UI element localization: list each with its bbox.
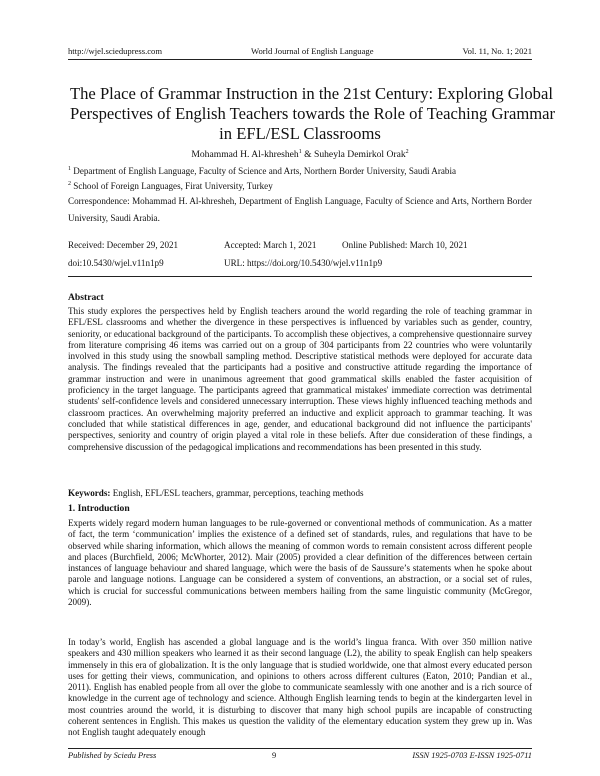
title-line: in EFL/ESL Classrooms — [219, 124, 381, 143]
publisher: Published by Sciedu Press — [68, 751, 157, 760]
accepted-date: Accepted: March 1, 2021 — [224, 240, 317, 250]
author-name: Suheyla Demirkol Orak — [314, 149, 406, 160]
title-line: The Place of Grammar Instruction in the 21st Century: Exploring Global — [70, 84, 553, 103]
author-separator: & — [301, 149, 314, 160]
keywords — [68, 488, 532, 498]
received-date: Received: December 29, 2021 — [68, 240, 179, 250]
header-divider — [68, 59, 532, 60]
paper-title — [70, 84, 556, 144]
affiliation-marker: 2 — [405, 148, 409, 155]
abstract-text: This study explores the perspectives held by English teachers around the world regarding the role of teaching grammar in EFL/ESL classrooms and whether the divergence in these perspectives is influenced by variables such as gender, country, seniority, or educational background of the participants. To accomplish these objectives, a comprehensive questionnaire survey from literature comprising 46 items was carried out on a group of 304 participants from 22 countries who were voluntarily involved in this study using the snowball sampling method. Descriptive statistical methods were deployed for accurate data analysis. The findings revealed that the participants had a positive and constructive attitude regarding the importance of grammar instruction and were in unanimous agreement that good grammatical skills enabled the faster acquisition of proficiency in the target language. The participants agreed that grammatical mistakes' immediate correction was detrimental students' self-confidence levels and considered unnecessary interruption. These views highly influenced teaching methods and classroom practices. An overwhelming majority preferred an inductive and explicit approach to grammar teaching. It was concluded that while statistical differences in age, gender, and educational background did not influence the participants' perspectives, seniority and country of origin played a vital role in these beliefs. After due consideration of these findings, a comprehensive discussion of the pedagogical implications and recommendations has been presented in this study. — [68, 306, 532, 452]
journal-url[interactable]: http://wjel.sciedupress.com — [68, 46, 163, 56]
affiliation-number: 1 — [68, 165, 71, 172]
section-divider — [68, 276, 532, 277]
abstract-heading: Abstract — [68, 292, 104, 303]
correspondence: Correspondence: Mohammad H. Al-khresheh, Department of English Language, Faculty of Science and Arts, Northern Border University, Saudi Arabia. — [68, 196, 532, 223]
affiliation-marker: 1 — [298, 148, 302, 155]
author-name: Mohammad H. Al-khresheh — [191, 149, 299, 160]
journal-name: World Journal of English Language — [251, 46, 374, 56]
affiliation-number: 2 — [68, 180, 71, 187]
section-heading: 1. Introduction — [68, 503, 130, 514]
affiliation-text: School of Foreign Languages, Firat University, Turkey — [73, 181, 273, 191]
affiliation-1 — [68, 165, 532, 177]
online-date: Online Published: March 10, 2021 — [342, 240, 468, 250]
page-number: 9 — [272, 751, 277, 760]
body-paragraph: Experts widely regard modern human languages to be rule-governed or conventional methods of communication. As a matter of fact, the term ‘communication’ implies the existence of a defined set of standards, rules, and regulations that have to be observed while sharing information, which allows the meaning of common words to remain consistent across different people and places (Burchfield, 2006; McWhorter, 2012). Mair (2005) provided a clear definition of the differences between certain instances of language behaviour and shared language, which were the basis of de Saussure’s statements when he spoke about parole and language notions. Language can be considered a system of conventions, an abstraction, or a social set of rules, which is crucial for successful communications between members hailing from the same linguistic community (McGregor, 2009). — [68, 518, 532, 608]
doi-text: doi:10.5430/wjel.v11n1p9 — [68, 258, 164, 268]
keywords-label: Keywords: — [68, 488, 111, 498]
footer-divider — [68, 748, 532, 749]
affiliation-2 — [68, 180, 532, 192]
keywords-text: English, EFL/ESL teachers, grammar, perceptions, teaching methods — [110, 488, 364, 498]
running-header — [68, 46, 532, 56]
volume-issue: Vol. 11, No. 1; 2021 — [462, 46, 532, 56]
issn: ISSN 1925-0703 E-ISSN 1925-0711 — [412, 751, 532, 760]
doi-url-link[interactable]: URL: https://doi.org/10.5430/wjel.v11n1p9 — [224, 258, 383, 268]
body-paragraph: In today’s world, English has ascended a global language and is the world’s lingua franca. With over 350 million native speakers and 430 million speakers who learned it as their second language (L2), the ability to speak English can help speakers immensely in this era of globalization. It is the only language that is studied worldwide, one that almost every educated person uses for getting their views, communication, and opinions to others across different cultures (Eaton, 2010; Pandian et al., 2011). English has enabled people from all over the globe to communicate seamlessly with one another and is a rich source of knowledge in the current age of technology and science. Although English learning tends to begin at the kindergarten level in most countries around the world, it is disturbing to discover that many high school pupils are incapable of constructing coherent sentences in English. This makes us question the validity of the elementary education system they grew up in. Was not English taught adequately enough — [68, 637, 532, 738]
title-line: Perspectives of English Teachers towards the Role of Teaching Grammar — [70, 104, 556, 123]
affiliation-text: Department of English Language, Faculty of Science and Arts, Northern Border University, Saudi Arabia — [73, 166, 457, 176]
author-list — [0, 149, 600, 160]
